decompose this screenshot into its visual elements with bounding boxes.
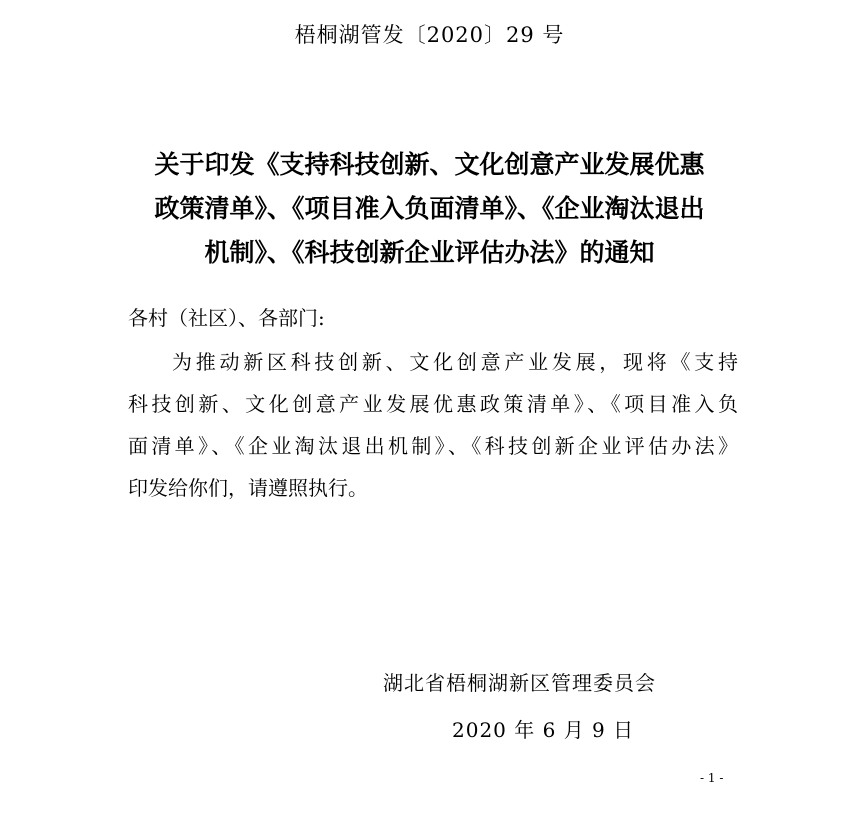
- document-title: [0, 143, 859, 275]
- issuing-authority: 湖北省梧桐湖新区管理委员会: [383, 671, 656, 695]
- body-line: 为推动新区科技创新、文化创意产业发展，现将《支持: [172, 350, 738, 374]
- issue-date: 2020 年 6 月 9 日: [452, 718, 635, 742]
- salutation: 各村（社区）、各部门:: [128, 306, 325, 330]
- title-line: 政策清单》、《项目准入负面清单》、《企业淘汰退出: [154, 194, 705, 223]
- body-paragraph: [128, 341, 738, 509]
- page-number: - 1 -: [700, 771, 724, 785]
- document-number: 梧桐湖管发〔2020〕29 号: [294, 23, 565, 47]
- title-line: 关于印发《支持科技创新、文化创意产业发展优惠: [154, 150, 705, 179]
- body-line: 印发给你们，请遵照执行。: [128, 476, 368, 500]
- body-line: 面清单》、《企业淘汰退出机制》、《科技创新企业评估办法》: [128, 434, 738, 458]
- title-line: 机制》、《科技创新企业评估办法》的通知: [204, 238, 655, 267]
- body-line: 科技创新、文化创意产业发展优惠政策清单》、《项目准入负: [128, 392, 738, 416]
